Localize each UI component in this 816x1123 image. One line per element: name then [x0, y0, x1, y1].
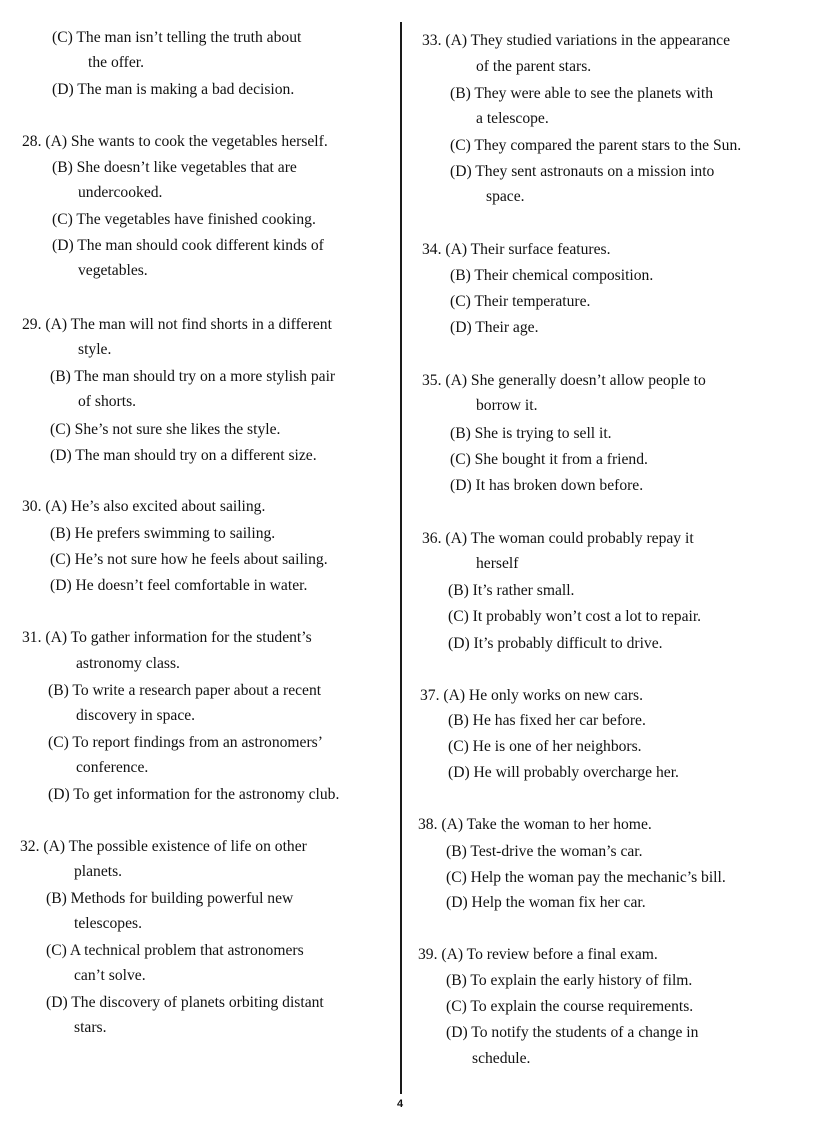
- option-line: (D) Help the woman fix her car.: [446, 894, 646, 911]
- option-line: (B) It’s rather small.: [448, 582, 575, 599]
- option-continuation: astronomy class.: [76, 655, 180, 672]
- option-line: (D) To notify the students of a change in: [446, 1024, 699, 1041]
- option-line: (B) The man should try on a more stylish pair: [50, 368, 336, 385]
- option-line: (B) She is trying to sell it.: [450, 425, 612, 442]
- option-line: (C) Their temperature.: [450, 293, 591, 310]
- option-line: (C) The vegetables have finished cooking.: [52, 211, 316, 228]
- option-line: (B) He prefers swimming to sailing.: [50, 525, 276, 542]
- option-continuation: of shorts.: [78, 393, 137, 410]
- option-line: (B) To write a research paper about a recent: [48, 682, 322, 699]
- option-line: (B) To explain the early history of film.: [446, 972, 693, 989]
- option-line: (B) They were able to see the planets with: [450, 85, 713, 102]
- option-line: (D) They sent astronauts on a mission into: [450, 163, 715, 180]
- option-continuation: of the parent stars.: [476, 58, 592, 75]
- question-31: 31. (A) To gather information for the student’s: [22, 629, 312, 646]
- question-34: 34. (A) Their surface features.: [422, 241, 611, 258]
- option-line: (D) The discovery of planets orbiting distant: [46, 994, 324, 1011]
- option-line: (D) He will probably overcharge her.: [448, 764, 679, 781]
- page-number: 4: [396, 1098, 404, 1110]
- option-line: (C) The man isn’t telling the truth about: [52, 29, 302, 46]
- option-line: (C) It probably won’t cost a lot to repair.: [448, 608, 702, 625]
- question-38: 38. (A) Take the woman to her home.: [418, 816, 652, 833]
- option-continuation: stars.: [74, 1019, 107, 1036]
- option-line: (C) He’s not sure how he feels about sailing.: [50, 551, 328, 568]
- option-continuation: a telescope.: [476, 110, 549, 127]
- option-line: (C) A technical problem that astronomers: [46, 942, 304, 959]
- option-continuation: telescopes.: [74, 915, 142, 932]
- option-line: (B) Methods for building powerful new: [46, 890, 294, 907]
- option-continuation: can’t solve.: [74, 967, 146, 984]
- option-continuation: schedule.: [472, 1050, 531, 1067]
- option-continuation: discovery in space.: [76, 707, 196, 724]
- option-continuation: space.: [486, 188, 525, 205]
- option-line: (C) He is one of her neighbors.: [448, 738, 642, 755]
- option-continuation: vegetables.: [78, 262, 148, 279]
- question-35: 35. (A) She generally doesn’t allow people to: [422, 372, 706, 389]
- option-line: (B) Their chemical composition.: [450, 267, 654, 284]
- option-line: (D) The man should try on a different size.: [50, 447, 317, 464]
- option-line: (C) She bought it from a friend.: [450, 451, 648, 468]
- option-continuation: conference.: [76, 759, 149, 776]
- option-line: (B) He has fixed her car before.: [448, 712, 646, 729]
- question-39: 39. (A) To review before a final exam.: [418, 946, 658, 963]
- option-line: (B) She doesn’t like vegetables that are: [52, 159, 297, 176]
- question-28: 28. (A) She wants to cook the vegetables herself.: [22, 133, 328, 150]
- option-line: (D) The man should cook different kinds of: [52, 237, 324, 254]
- option-line: (C) To report findings from an astronomers’: [48, 734, 323, 751]
- question-29: 29. (A) The man will not find shorts in a different: [22, 316, 332, 333]
- option-continuation: borrow it.: [476, 397, 538, 414]
- question-37: 37. (A) He only works on new cars.: [420, 687, 644, 704]
- question-36: 36. (A) The woman could probably repay it: [422, 530, 694, 547]
- question-32: 32. (A) The possible existence of life on other: [20, 838, 307, 855]
- option-line: (C) She’s not sure she likes the style.: [50, 421, 281, 438]
- option-line: (D) It has broken down before.: [450, 477, 644, 494]
- option-line: (D) The man is making a bad decision.: [52, 81, 295, 98]
- option-line: (D) Their age.: [450, 319, 539, 336]
- option-continuation: herself: [476, 555, 519, 572]
- column-divider: [400, 22, 402, 1094]
- question-30: 30. (A) He’s also excited about sailing.: [22, 498, 266, 515]
- question-33: 33. (A) They studied variations in the appearance: [422, 32, 731, 49]
- option-line: (C) They compared the parent stars to the Sun.: [450, 137, 742, 154]
- option-continuation: planets.: [74, 863, 123, 880]
- option-line: (D) It’s probably difficult to drive.: [448, 635, 663, 652]
- option-line: (C) Help the woman pay the mechanic’s bill.: [446, 869, 726, 886]
- option-line: (B) Test-drive the woman’s car.: [446, 843, 643, 860]
- option-line: (D) He doesn’t feel comfortable in water.: [50, 577, 308, 594]
- option-continuation: style.: [78, 341, 112, 358]
- option-continuation: the offer.: [88, 54, 145, 71]
- option-line: (D) To get information for the astronomy club.: [48, 786, 340, 803]
- option-line: (C) To explain the course requirements.: [446, 998, 694, 1015]
- option-continuation: undercooked.: [78, 184, 163, 201]
